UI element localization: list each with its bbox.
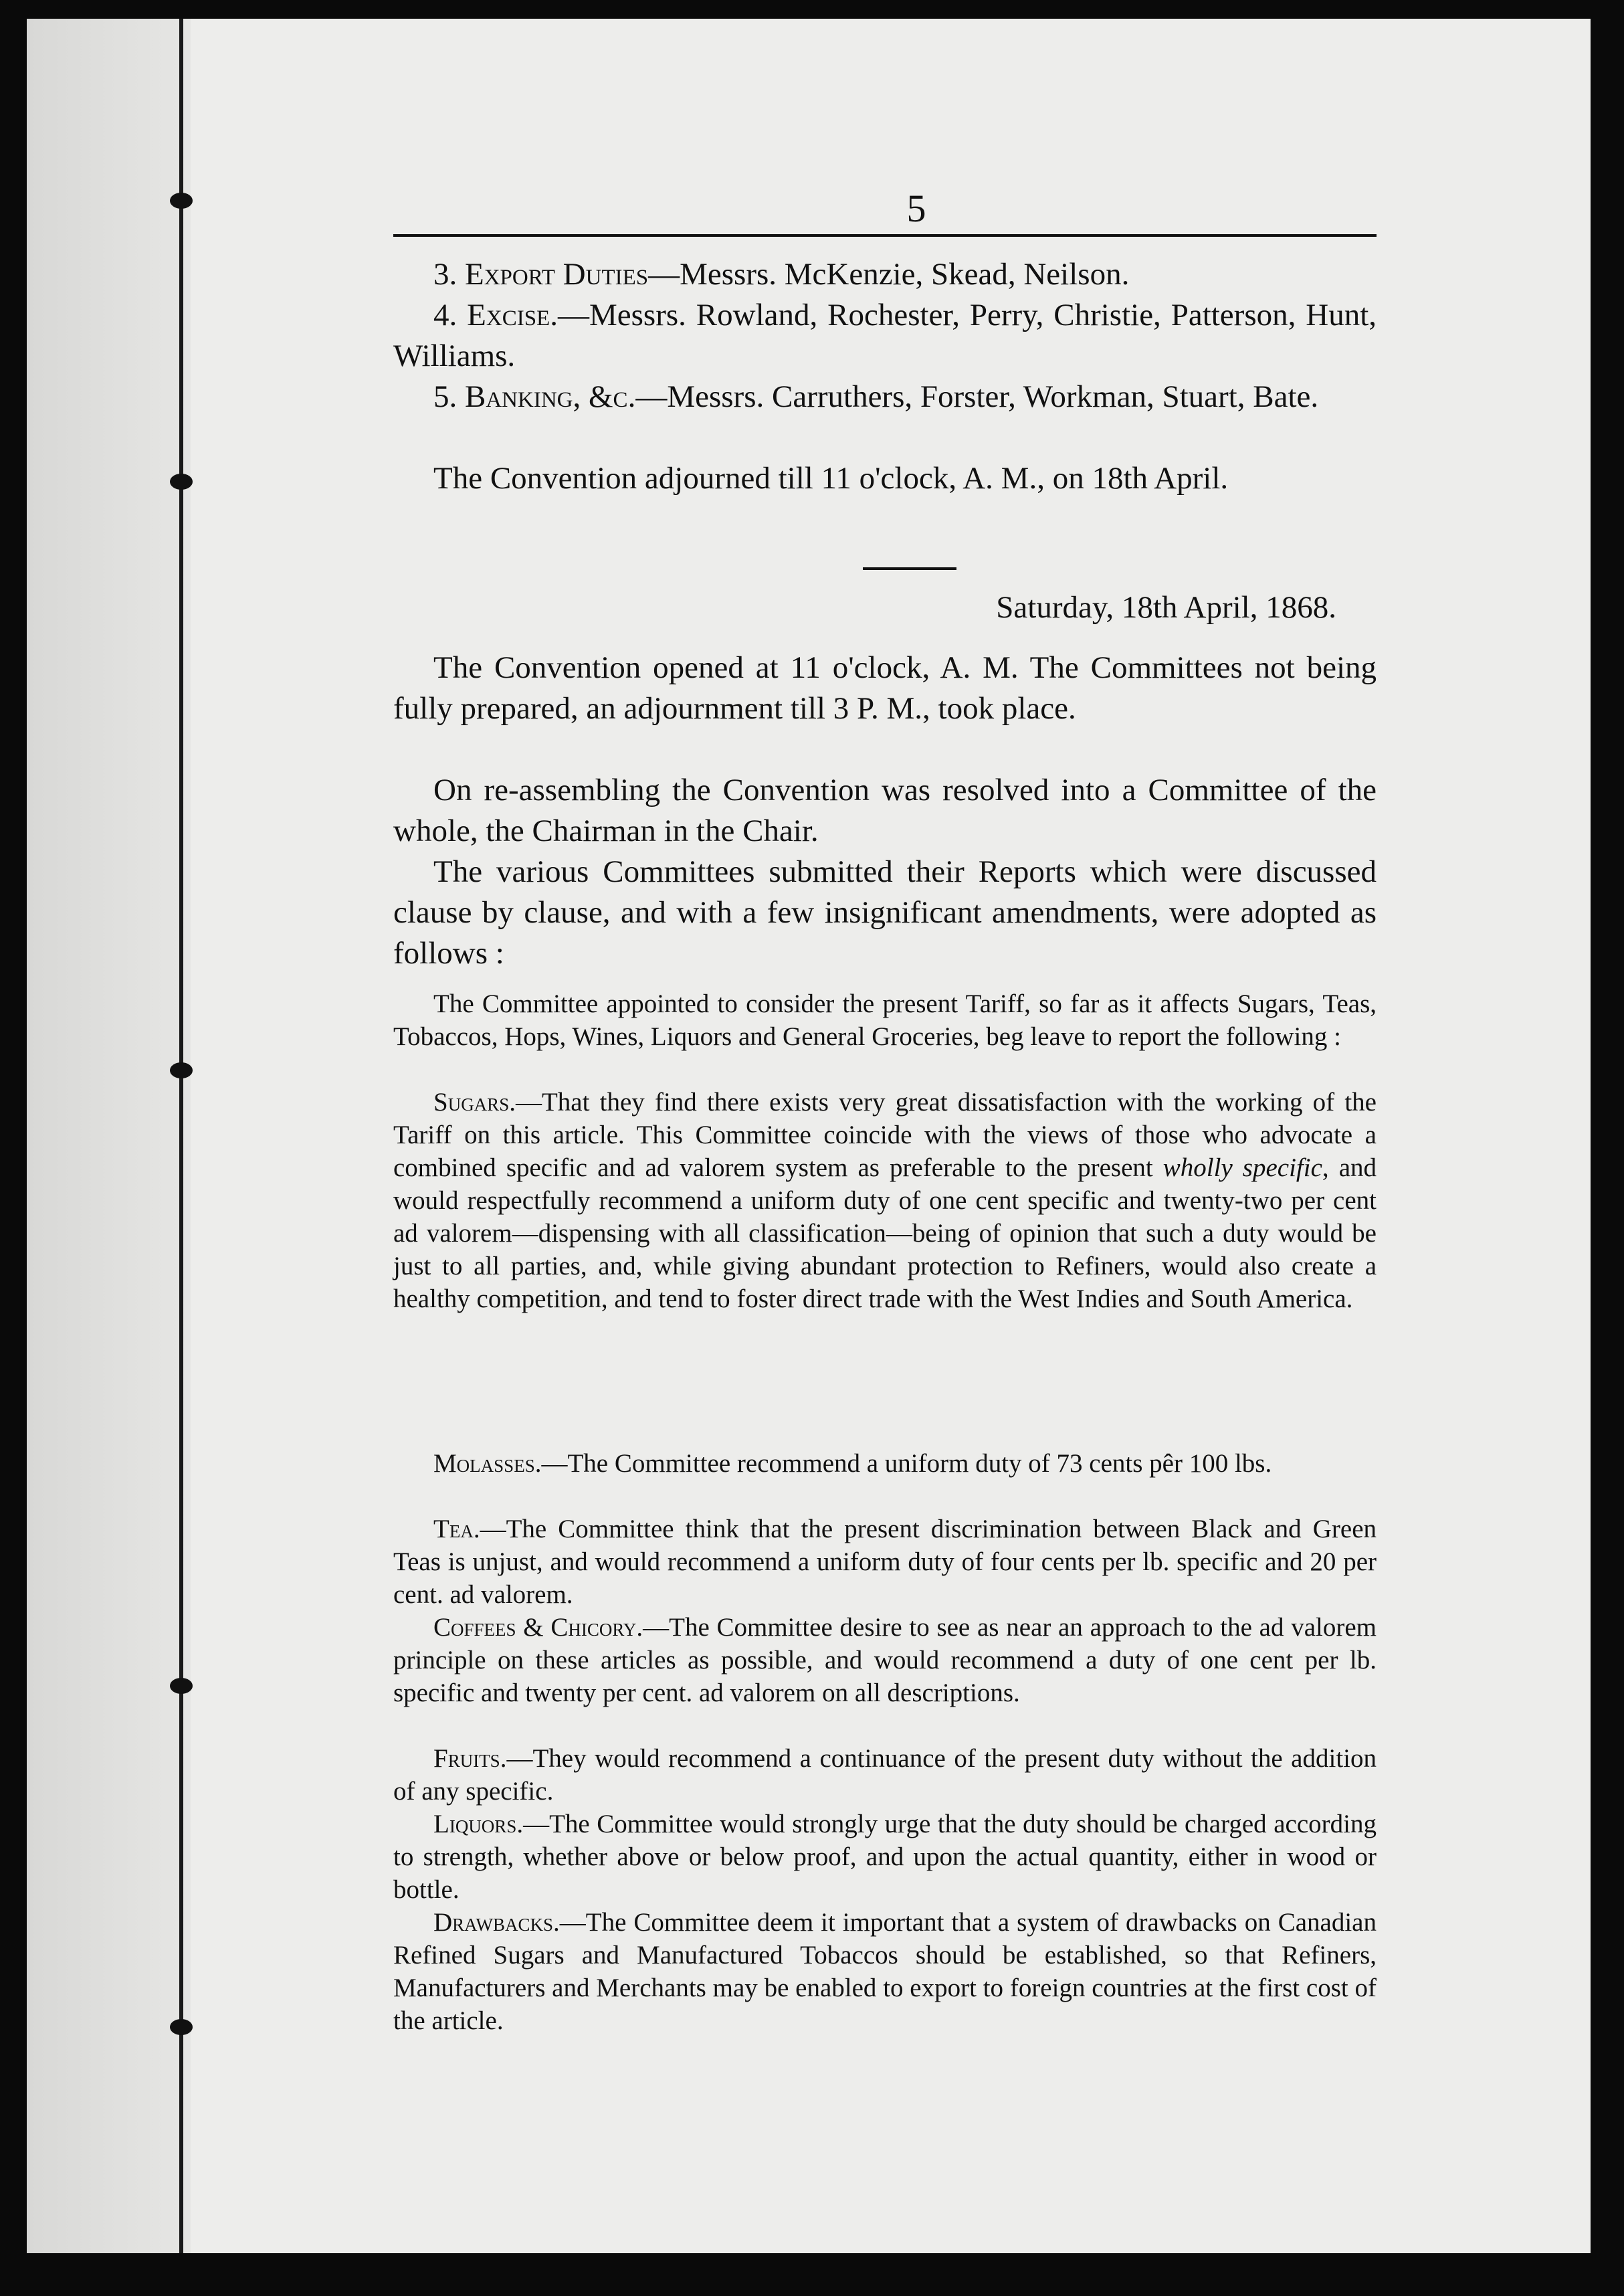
item-heading: Coffees & Chicory. (433, 1613, 643, 1642)
report-item: Fruits.—They would recommend a continuance of the present duty without the addition of any specific. (393, 1744, 1377, 1806)
report-sugars: Sugars.—That they find there exists very great dissatisfaction with the working of the Tariff on this article. This Committee coincide with the views of those who advocate a combined specific and ad valorem system as preferable to the present wholly specific, and would respectfully recommend a uniform duty of one cent specific and twenty-two per cent ad valorem—dispensing with all classification—being of opinion that such a duty would be just to all parties, and, while giving abundant protection to Refiners, would also create a healthy competition, and tend to foster direct trade with the West Indies and South America. (393, 1088, 1377, 1313)
report-item: Liquors.—The Committee would strongly urge that the duty should be charged according to strength, whether above or below proof, and upon the actual quantity, either in wood or bottle. (393, 1810, 1377, 1904)
paragraph: The Convention opened at 11 o'clock, A. M. The Committees not being fully prepared, an adjournment till 3 P. M., took place. (393, 650, 1377, 726)
item-heading: Liquors. (433, 1810, 524, 1838)
item-heading: Molasses. (433, 1449, 542, 1478)
section-rule (863, 567, 956, 570)
item-heading: Sugars. (433, 1088, 516, 1117)
paragraph: On re-assembling the Convention was resolved into a Committee of the whole, the Chairman in the Chair. (393, 773, 1377, 848)
page-number: 5 (906, 187, 926, 230)
binding-stitch (170, 474, 193, 490)
report-item: Molasses.—The Committee recommend a uniform duty of 73 cents pêr 100 lbs. (433, 1449, 1272, 1478)
report-item: Drawbacks.—The Committee deem it important that a system of drawbacks on Canadian Refined Sugars and Manufactured Tobaccos should be established, so that Refiners, Manufacturers and Merchants may be enabled to export to foreign countries at the first cost of the article. (393, 1908, 1377, 2035)
paragraph: The various Committees submitted their Reports which were discussed clause by clause, and with a few insignificant amendments, were adopted as follows : (393, 854, 1377, 971)
binding-spine (179, 19, 183, 2253)
binding-stitch (170, 2019, 193, 2035)
binding-stitch (170, 1062, 193, 1078)
report-item: Tea.—The Committee think that the present discrimination between Black and Green Teas is unjust, and would recommend a uniform duty of four cents per lb. specific and 20 per cent. ad valorem. (393, 1515, 1377, 1609)
binding-stitch (170, 1678, 193, 1694)
document-page (27, 19, 1591, 2253)
binding-gutter (27, 19, 191, 2253)
report-item: Coffees & Chicory.—The Committee desire to see as near an approach to the ad valorem principle on these articles as possible, and would recommend a duty of one cent per lb. specific and twenty per cent. ad valorem on all descriptions. (393, 1613, 1377, 1707)
committee-entry: 4. Excise.—Messrs. Rowland, Rochester, Perry, Christie, Patterson, Hunt, Williams. (393, 298, 1377, 373)
adjourned-note: The Convention adjourned till 11 o'clock, A. M., on 18th April. (433, 461, 1229, 496)
header-rule (393, 234, 1377, 237)
binding-stitch (170, 193, 193, 209)
item-heading: Fruits. (433, 1744, 507, 1773)
committee-entry: 3. Export Duties—Messrs. McKenzie, Skead, Neilson. (433, 257, 1130, 292)
item-heading: Drawbacks. (433, 1908, 560, 1937)
date-heading: Saturday, 18th April, 1868. (996, 590, 1336, 625)
report-intro: The Committee appointed to consider the present Tariff, so far as it affects Sugars, Teas, Tobaccos, Hops, Wines, Liquors and General Groceries, beg leave to report the following : (393, 989, 1377, 1051)
committee-entry: 5. Banking, &c.—Messrs. Carruthers, Forster, Workman, Stuart, Bate. (433, 379, 1319, 414)
item-heading: Tea. (433, 1515, 480, 1543)
